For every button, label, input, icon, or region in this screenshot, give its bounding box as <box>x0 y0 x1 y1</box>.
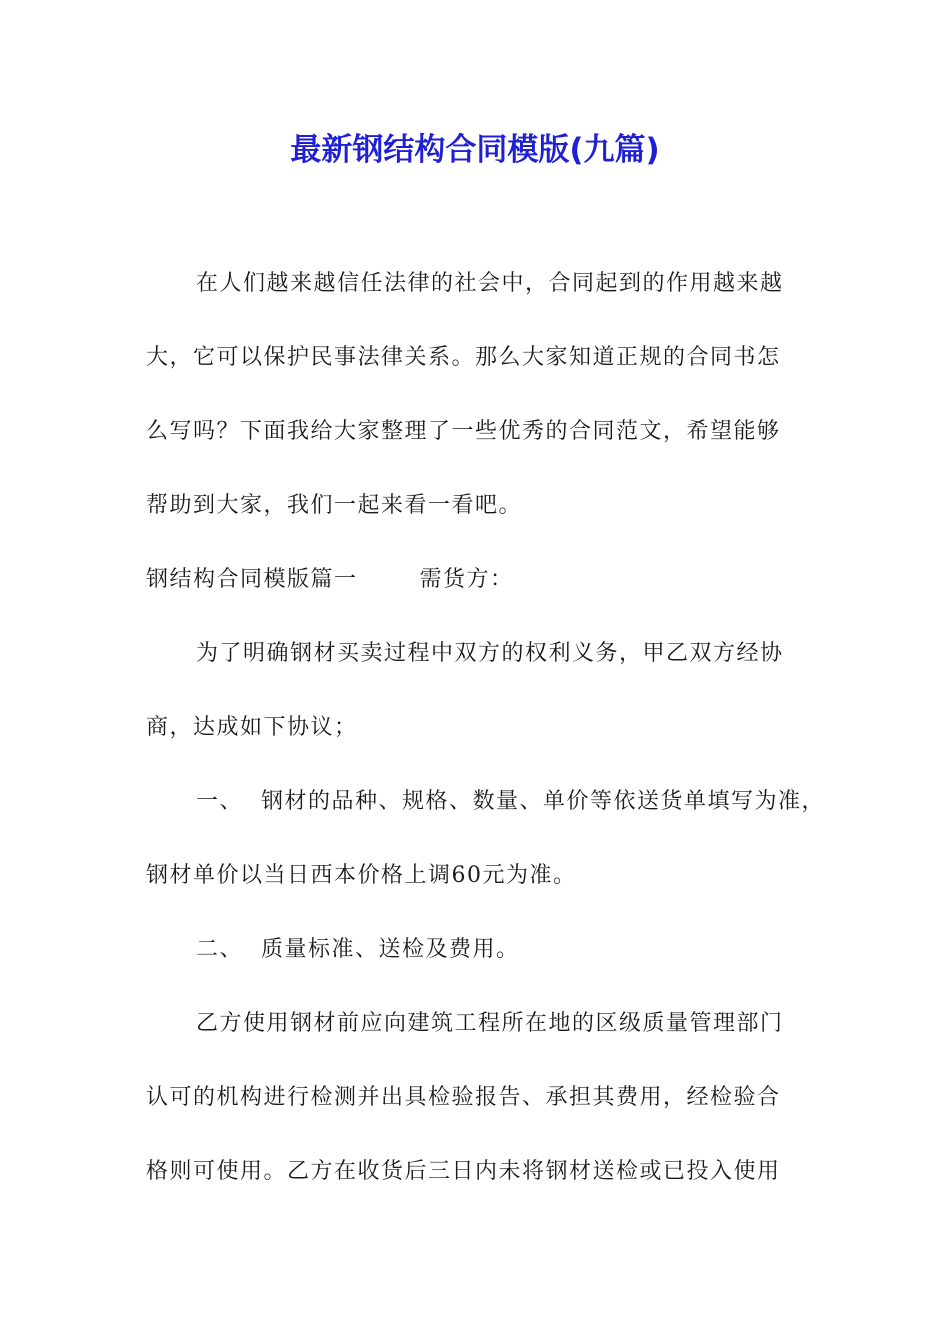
paragraph-line: 乙方使用钢材前应向建筑工程所在地的区级质量管理部门 <box>196 1011 784 1036</box>
paragraph-line: 格则可使用。乙方在收货后三日内未将钢材送检或已投入使用 <box>146 1159 781 1184</box>
section-heading-title: 钢结构合同模版篇一 <box>146 567 358 592</box>
list-item-2 <box>146 928 806 1002</box>
section-heading <box>146 558 806 632</box>
list-item-number: 一、 <box>196 789 244 814</box>
paragraph-line: 为了明确钢材买卖过程中双方的权利义务，甲乙双方经协 <box>196 641 784 666</box>
paragraph-line: 商，达成如下协议； <box>146 715 358 740</box>
paragraph-line: 在人们越来越信任法律的社会中，合同起到的作用越来越 <box>196 271 784 296</box>
paragraph-line: 钢材单价以当日西本价格上调60元为准。 <box>146 863 577 888</box>
list-item-1 <box>146 780 826 854</box>
document-body <box>146 262 826 1224</box>
paragraph-line: 么写吗？下面我给大家整理了一些优秀的合同范文，希望能够 <box>146 419 781 444</box>
document-title: 最新钢结构合同模版(九篇) <box>290 132 660 168</box>
paragraph-line: 帮助到大家，我们一起来看一看吧。 <box>146 493 523 518</box>
list-item-text: 钢材的品种、规格、数量、单价等依送货单填写为准， <box>261 789 826 814</box>
paragraph-line: 大，它可以保护民事法律关系。那么大家知道正规的合同书怎 <box>146 345 781 370</box>
paragraph-line: 认可的机构进行检测并出具检验报告、承担其费用，经检验合 <box>146 1085 781 1110</box>
list-item-number: 二、 <box>196 937 244 962</box>
section-heading-suffix: 需货方： <box>419 567 514 592</box>
list-item-text: 质量标准、送检及费用。 <box>261 937 520 962</box>
